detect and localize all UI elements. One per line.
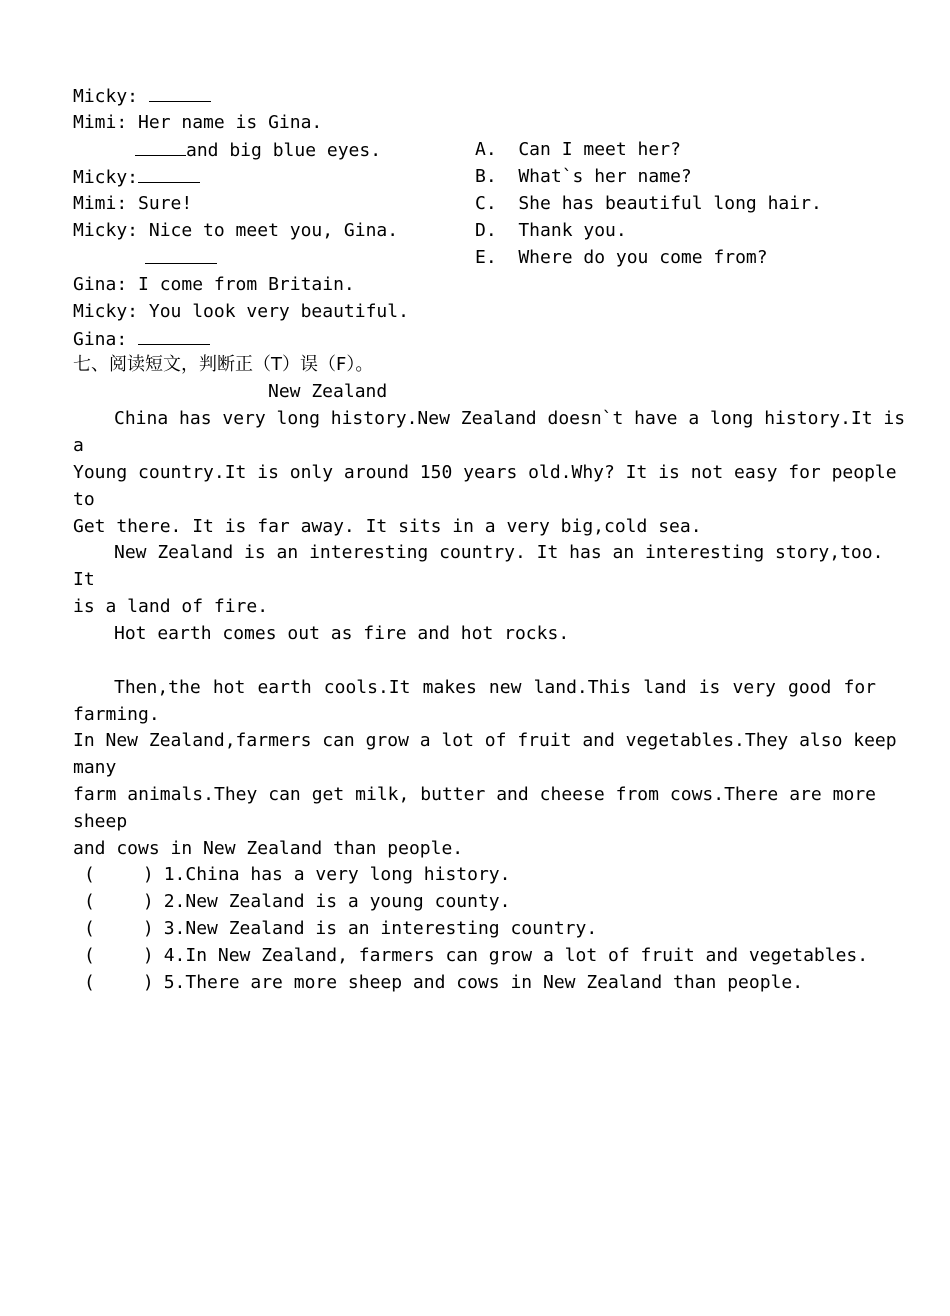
question-text: 4.In New Zealand, farmers can grow a lot of fruit and vegetables. <box>163 945 869 966</box>
question-row-2 <box>84 889 510 915</box>
answer-blank[interactable] <box>149 83 211 102</box>
passage-line: Then,the hot earth cools.It makes new land.This land is very good for <box>114 677 876 698</box>
passage-line: and cows in New Zealand than people. <box>73 838 464 859</box>
option-d: D. Thank you. <box>475 220 627 241</box>
passage-line: Get there. It is far away. It sits in a very big,cold sea. <box>73 516 702 537</box>
passage-line: farm animals.They can get milk, butter and cheese from cows.There are more <box>73 784 876 805</box>
dialogue-line-8: Gina: I come from Britain. <box>73 274 355 295</box>
paren-open: ( <box>84 972 95 993</box>
answer-blank[interactable] <box>135 137 186 156</box>
passage-line: farming. <box>73 704 160 725</box>
dialogue-line-3: and big blue eyes. <box>135 137 381 164</box>
question-row-4 <box>84 943 868 969</box>
question-text: 1.China has a very long history. <box>163 864 511 885</box>
passage-line: Young country.It is only around 150 years old.Why? It is not easy for people <box>73 462 897 483</box>
passage-line: to <box>73 489 95 510</box>
passage-line: many <box>73 757 117 778</box>
passage-title: New Zealand <box>268 381 388 402</box>
section-heading: 七、阅读短文，判断正（T）误（F）。 <box>73 354 374 375</box>
passage-line: China has very long history.New Zealand doesn`t have a long history.It is <box>114 408 906 429</box>
answer-blank[interactable] <box>138 326 210 345</box>
passage-line: a <box>73 435 84 456</box>
paren-open: ( <box>84 945 95 966</box>
dialogue-line-9: Micky: You look very beautiful. <box>73 301 409 322</box>
question-row-1 <box>84 862 510 888</box>
passage-line: sheep <box>73 811 128 832</box>
paren-close: ) <box>142 918 154 939</box>
question-text: 5.There are more sheep and cows in New Zealand than people. <box>163 972 804 993</box>
dialogue-line-4: Micky: <box>73 164 200 191</box>
question-text: 3.New Zealand is an interesting country. <box>163 918 598 939</box>
passage-line: is a land of fire. <box>73 596 269 617</box>
dialogue-line-6: Micky: Nice to meet you, Gina. <box>73 220 399 241</box>
answer-blank[interactable] <box>138 164 200 183</box>
dialogue-line-1: Micky: <box>73 83 211 110</box>
dialogue-line-5: Mimi: Sure! <box>73 193 193 214</box>
passage-line: New Zealand is an interesting country. It has an interesting story,too. <box>114 542 884 563</box>
paren-open: ( <box>84 891 95 912</box>
paren-close: ) <box>142 945 154 966</box>
dialogue-line-10: Gina: <box>73 326 210 353</box>
option-b: B. What`s her name? <box>475 166 692 187</box>
passage-line: In New Zealand,farmers can grow a lot of fruit and vegetables.They also keep <box>73 730 897 751</box>
paren-close: ) <box>142 864 154 885</box>
dialogue-line-7 <box>145 245 217 272</box>
paren-close: ) <box>142 891 154 912</box>
option-e: E. Where do you come from? <box>475 247 768 268</box>
paren-close: ) <box>142 972 154 993</box>
option-a: A. Can I meet her? <box>475 139 681 160</box>
question-row-3 <box>84 916 597 942</box>
question-text: 2.New Zealand is a young county. <box>163 891 511 912</box>
passage-line: Hot earth comes out as fire and hot rocks. <box>114 623 570 644</box>
paren-open: ( <box>84 864 95 885</box>
question-row-5 <box>84 970 803 996</box>
option-c: C. She has beautiful long hair. <box>475 193 822 214</box>
passage-line: It <box>73 569 95 590</box>
dialogue-line-2: Mimi: Her name is Gina. <box>73 112 323 133</box>
answer-blank[interactable] <box>145 245 217 264</box>
paren-open: ( <box>84 918 95 939</box>
